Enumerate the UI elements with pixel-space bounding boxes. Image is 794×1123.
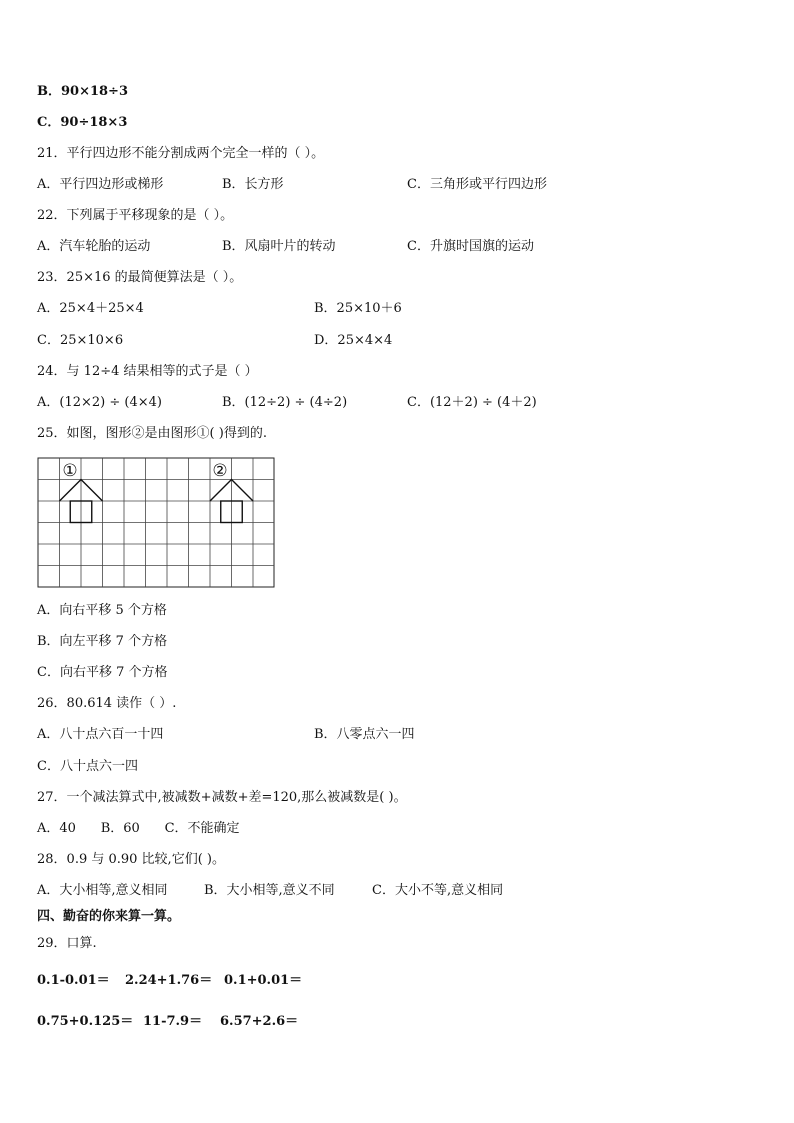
q23-option-d: D．25×4×4	[314, 333, 393, 348]
q29-row1-expr1: 0.1-0.01＝	[37, 973, 110, 988]
q24-option-a: A．(12×2) ÷ (4×4)	[37, 395, 162, 410]
q29-row2-expr1: 0.75+0.125＝	[37, 1014, 134, 1029]
prev-option-c: C．90÷18×3	[37, 115, 128, 130]
q27-options: A．40 B．60 C．不能确定	[37, 821, 240, 836]
q28-stem: 28．0.9 与 0.90 比较,它们( )。	[37, 852, 225, 867]
prev-option-b: B．90×18÷3	[37, 84, 129, 99]
q21-stem: 21．平行四边形不能分割成两个完全一样的（ ）。	[37, 146, 325, 161]
q22-option-b: B．风扇叶片的转动	[222, 239, 336, 254]
q26-option-b: B．八零点六一四	[314, 727, 415, 742]
q23-option-a: A．25×4＋25×4	[37, 301, 144, 316]
q29-row1-expr2: 2.24+1.76＝	[125, 973, 213, 988]
q22-option-c: C．升旗时国旗的运动	[407, 239, 534, 254]
q26-stem: 26．80.614 读作（ ）.	[37, 696, 177, 711]
q29-row2-expr2: 11-7.9＝	[143, 1014, 203, 1029]
q24-stem: 24．与 12÷4 结果相等的式子是（ ）	[37, 364, 258, 379]
q26-option-a: A．八十点六百一十四	[37, 727, 164, 742]
q28-option-a: A．大小相等,意义相同	[37, 883, 168, 898]
q25-option-c: C．向右平移 7 个方格	[37, 665, 168, 680]
q28-option-b: B．大小相等,意义不同	[204, 883, 335, 898]
q28-option-c: C．大小不等,意义相同	[372, 883, 504, 898]
q22-stem: 22．下列属于平移现象的是（ ）。	[37, 208, 234, 223]
q22-option-a: A．汽车轮胎的运动	[37, 239, 151, 254]
q23-option-c: C．25×10×6	[37, 333, 124, 348]
q26-option-c: C．八十点六一四	[37, 759, 138, 774]
q25-grid-figure	[37, 457, 275, 588]
q29-row1-expr3: 0.1+0.01＝	[224, 973, 303, 988]
q24-option-b: B．(12÷2) ÷ (4÷2)	[222, 395, 348, 410]
q23-option-b: B．25×10＋6	[314, 301, 402, 316]
section-4-heading: 四、勤奋的你来算一算。	[37, 909, 181, 924]
q29-row2-expr3: 6.57+2.6＝	[220, 1014, 299, 1029]
q25-stem: 25．如图，图形②是由图形①( )得到的.	[37, 426, 267, 441]
q21-option-b: B．长方形	[222, 177, 284, 192]
q21-option-a: A．平行四边形或梯形	[37, 177, 164, 192]
q25-option-b: B．向左平移 7 个方格	[37, 634, 168, 649]
q24-option-c: C．(12＋2) ÷ (4＋2)	[407, 395, 537, 410]
q25-option-a: A．向右平移 5 个方格	[37, 603, 167, 618]
q29-stem: 29．口算.	[37, 936, 97, 951]
shape-2-label: ②	[212, 461, 228, 481]
q23-stem: 23．25×16 的最简便算法是（ ）。	[37, 270, 243, 285]
q27-stem: 27．一个减法算式中,被减数+减数+差=120,那么被减数是( )。	[37, 790, 407, 805]
q21-option-c: C．三角形或平行四边形	[407, 177, 547, 192]
shape-1-label: ①	[62, 461, 78, 481]
